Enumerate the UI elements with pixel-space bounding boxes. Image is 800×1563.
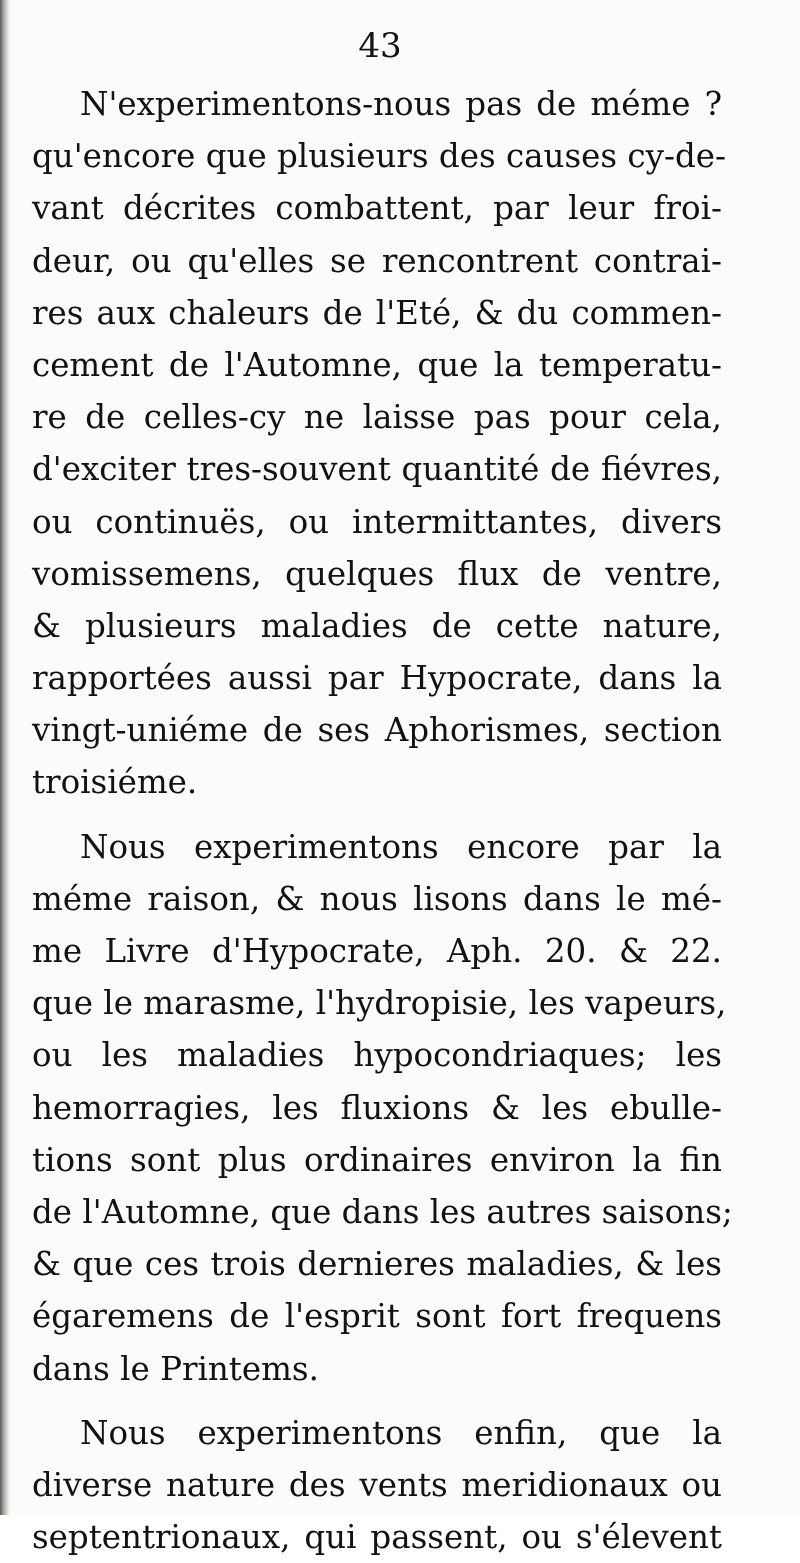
text-line: méme raison, & nous lisons dans le mé- [32,879,722,918]
text-line: vingt-uniéme de ses Aphorismes, section [32,711,722,750]
text-line: dans le Printems. [32,1349,319,1388]
paragraph-gap [32,809,722,821]
text-line: res aux chaleurs de l'Eté, & du commen- [32,293,722,332]
body-text [32,78,733,1563]
text-line: re de celles-cy ne laisse pas pour cela, [32,398,722,437]
paragraph-3 [32,1407,722,1563]
text-line: tions sont plus ordinaires environ la fin [32,1140,722,1179]
text-line: d'exciter tres-souvent quantité de fiévres, [32,450,722,489]
text-line: que le marasme, l'hydropisie, les vapeurs, [32,984,727,1023]
text-line: vomissemens, quelques flux de ventre, [32,554,722,593]
text-line: septentrionaux, qui passent, ou s'élevent [32,1518,722,1557]
text-line: diverse nature des vents meridionaux ou [32,1465,722,1504]
text-line: rapportées aussi par Hypocrate, dans la [32,659,722,698]
text-line: me Livre d'Hypocrate, Aph. 20. & 22. [32,932,722,970]
paragraph-1 [32,78,726,809]
text-line: deur, ou qu'elles se rencontrent contrai- [32,241,722,280]
text-line: N'experimentons-nous pas de méme ? [80,85,722,123]
text-line: ou continuës, ou intermittantes, divers [32,502,722,541]
text-line: & plusieurs maladies de cette nature, [32,606,722,645]
text-line: égaremens de l'esprit sont fort frequens [32,1297,722,1336]
text-line: qu'encore que plusieurs des causes cy-de- [32,137,726,176]
text-line: & que ces trois dernieres maladies, & les [32,1245,722,1284]
text-line: de l'Automne, que dans les autres saisons; [32,1192,733,1231]
text-line: troisiéme. [32,763,198,802]
paragraph-2 [32,821,733,1395]
text-line: vant décrites combattent, par leur froi- [32,189,722,228]
text-line: hemorragies, les fluxions & les ebulle- [32,1088,722,1127]
text-line: Nous experimentons encore par la [80,827,722,866]
text-line: cement de l'Automne, que la temperatu- [32,345,722,384]
paragraph-gap [32,1395,722,1407]
page-edge-shadow [0,0,10,1515]
page-number: 43 [358,26,402,66]
text-line: Nous experimentons enfin, que la [80,1413,722,1452]
text-line: ou les maladies hypocondriaques; les [32,1036,722,1075]
